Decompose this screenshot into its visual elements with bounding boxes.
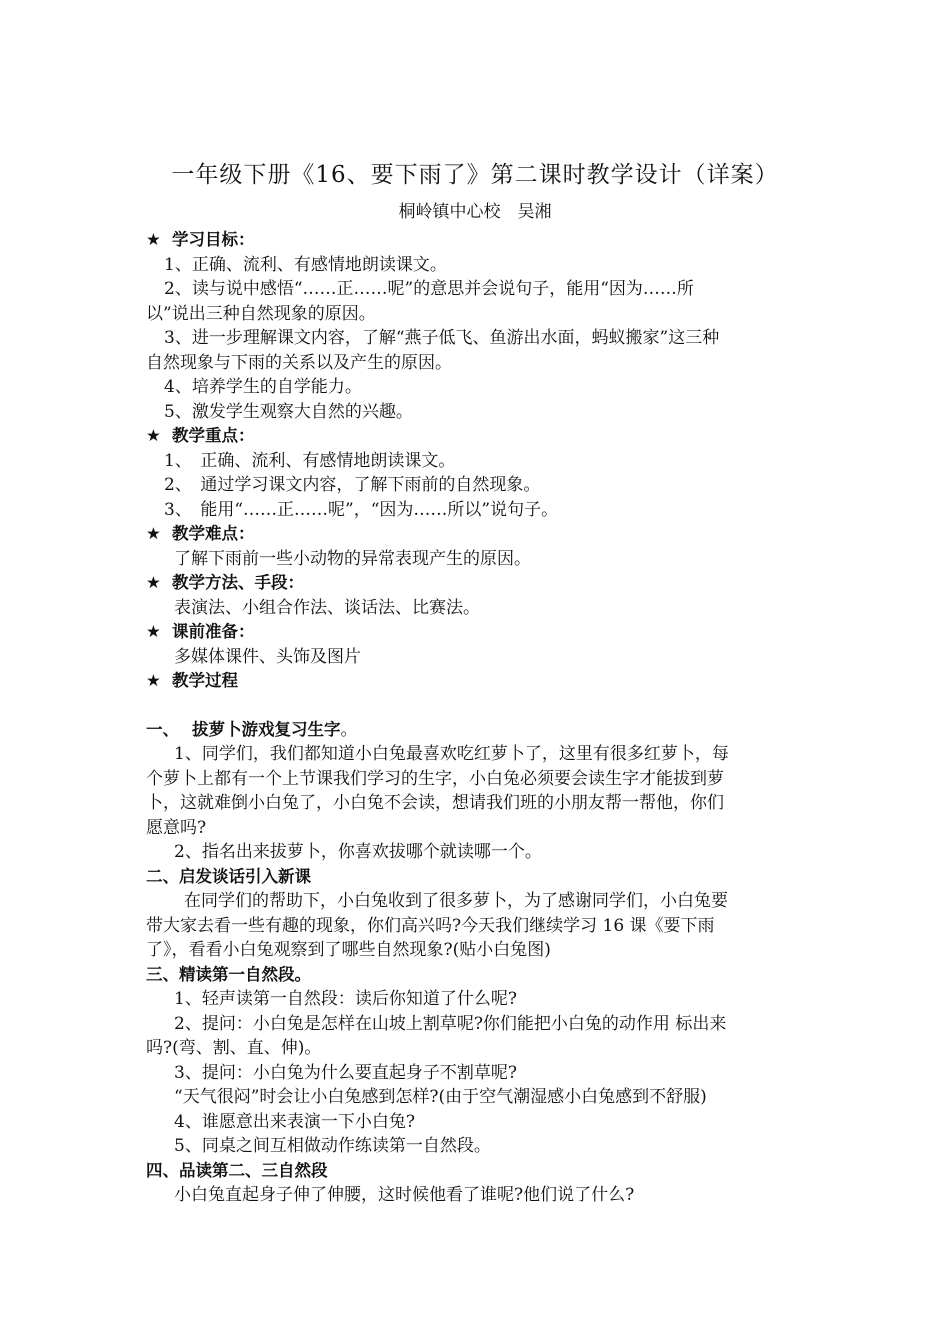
section-heading-process: ★ 教学过程 (146, 669, 806, 694)
document-byline: 桐岭镇中心校 吴湘 (398, 202, 552, 222)
step-two-line: 在同学们的帮助下，小白兔收到了很多萝卜，为了感谢同学们，小白兔要 (184, 891, 728, 911)
step-three-line: 5、同桌之间互相做动作练读第一自然段。 (174, 1136, 491, 1156)
spacer (146, 694, 806, 718)
star-icon: ★ (146, 671, 161, 690)
step-number: 一、 (146, 719, 179, 739)
step-one-line: 1、同学们，我们都知道小白兔最喜欢吃红萝卜了，这里有很多红萝卜，每 (174, 744, 729, 764)
key-point-item: 2、 通过学习课文内容，了解下雨前的自然现象。 (164, 475, 541, 495)
step-three-line: 3、提问：小白兔为什么要直起身子不割草呢? (174, 1062, 517, 1083)
step-four-heading: 四、品读第二、三自然段 (146, 1160, 328, 1180)
step-three-line: “天气很闷”时会让小白兔感到怎样?(由于空气潮湿感小白兔感到不舒服) (174, 1087, 707, 1107)
goal-item-continuation: 自然现象与下雨的关系以及产生的原因。 (146, 352, 452, 373)
section-heading-preparation: ★ 课前准备： (146, 620, 806, 645)
step-three-line: 1、轻声读第一自然段：读后你知道了什么呢? (174, 989, 517, 1009)
goal-item: 1、正确、流利、有感情地朗读课文。 (164, 254, 447, 275)
step-two-line: 了》，看看小白兔观察到了哪些自然现象?(贴小白兔图) (146, 940, 551, 960)
step-title: 拔萝卜游戏复习生字 (192, 719, 341, 739)
step-three-line: 2、提问：小白兔是怎样在山坡上割草呢?你们能把小白兔的动作用 标出来 (174, 1013, 727, 1034)
methods-text: 表演法、小组合作法、谈话法、比赛法。 (174, 597, 480, 618)
goal-item-continuation: 以”说出三种自然现象的原因。 (146, 303, 376, 324)
step-three-line: 吗?(弯、割、直、伸)。 (146, 1038, 322, 1058)
star-icon: ★ (146, 524, 161, 543)
section-heading-difficulty: ★ 教学难点： (146, 522, 806, 547)
step-one-line: 愿意吗? (146, 817, 207, 838)
section-heading-key-points: ★ 教学重点： (146, 424, 806, 449)
star-icon: ★ (146, 426, 161, 445)
goal-item: 2、读与说中感悟“……正……呢”的意思并会说句子，能用“因为……所 (164, 279, 694, 299)
document-title: 一年级下册《16、要下雨了》第二课时教学设计（详案） (171, 162, 779, 188)
goal-item: 5、激发学生观察大自然的兴趣。 (164, 401, 413, 422)
section-heading-methods: ★ 教学方法、手段： (146, 571, 806, 596)
step-three-heading: 三、精读第一自然段。 (146, 964, 311, 984)
preparation-text: 多媒体课件、头饰及图片 (174, 646, 361, 667)
step-one-line: 个萝卜上都有一个上节课我们学习的生字，小白兔必须要会读生字才能拔到萝 (146, 768, 724, 789)
goal-item: 3、进一步理解课文内容，了解“燕子低飞、鱼游出水面，蚂蚁搬家”这三种 (164, 328, 720, 348)
key-point-item: 1、 正确、流利、有感情地朗读课文。 (164, 450, 456, 471)
step-two-heading: 二、启发谈话引入新课 (146, 866, 311, 886)
difficulty-text: 了解下雨前一些小动物的异常表现产生的原因。 (174, 548, 531, 569)
step-one-line: 卜，这就难倒小白兔了，小白兔不会读，想请我们班的小朋友帮一帮他，你们 (146, 793, 724, 813)
section-heading-goals: ★ 学习目标： (146, 228, 806, 253)
step-three-line: 4、谁愿意出来表演一下小白兔? (174, 1111, 415, 1132)
goal-item: 4、培养学生的自学能力。 (164, 377, 362, 397)
step-four-line: 小白兔直起身子伸了伸腰，这时候他看了谁呢?他们说了什么? (174, 1185, 635, 1205)
document-body (146, 228, 806, 1208)
step-one-line: 2、指名出来拔萝卜，你喜欢拔哪个就读哪一个。 (174, 842, 542, 862)
step-one-heading: 一、 拔萝卜游戏复习生字。 (146, 718, 806, 743)
star-icon: ★ (146, 230, 161, 249)
key-point-item: 3、 能用“……正……呢”，“因为……所以”说句子。 (164, 499, 559, 520)
star-icon: ★ (146, 622, 161, 641)
star-icon: ★ (146, 573, 161, 592)
step-two-line: 带大家去看一些有趣的现象，你们高兴吗?今天我们继续学习 16 课《要下雨 (146, 915, 715, 936)
